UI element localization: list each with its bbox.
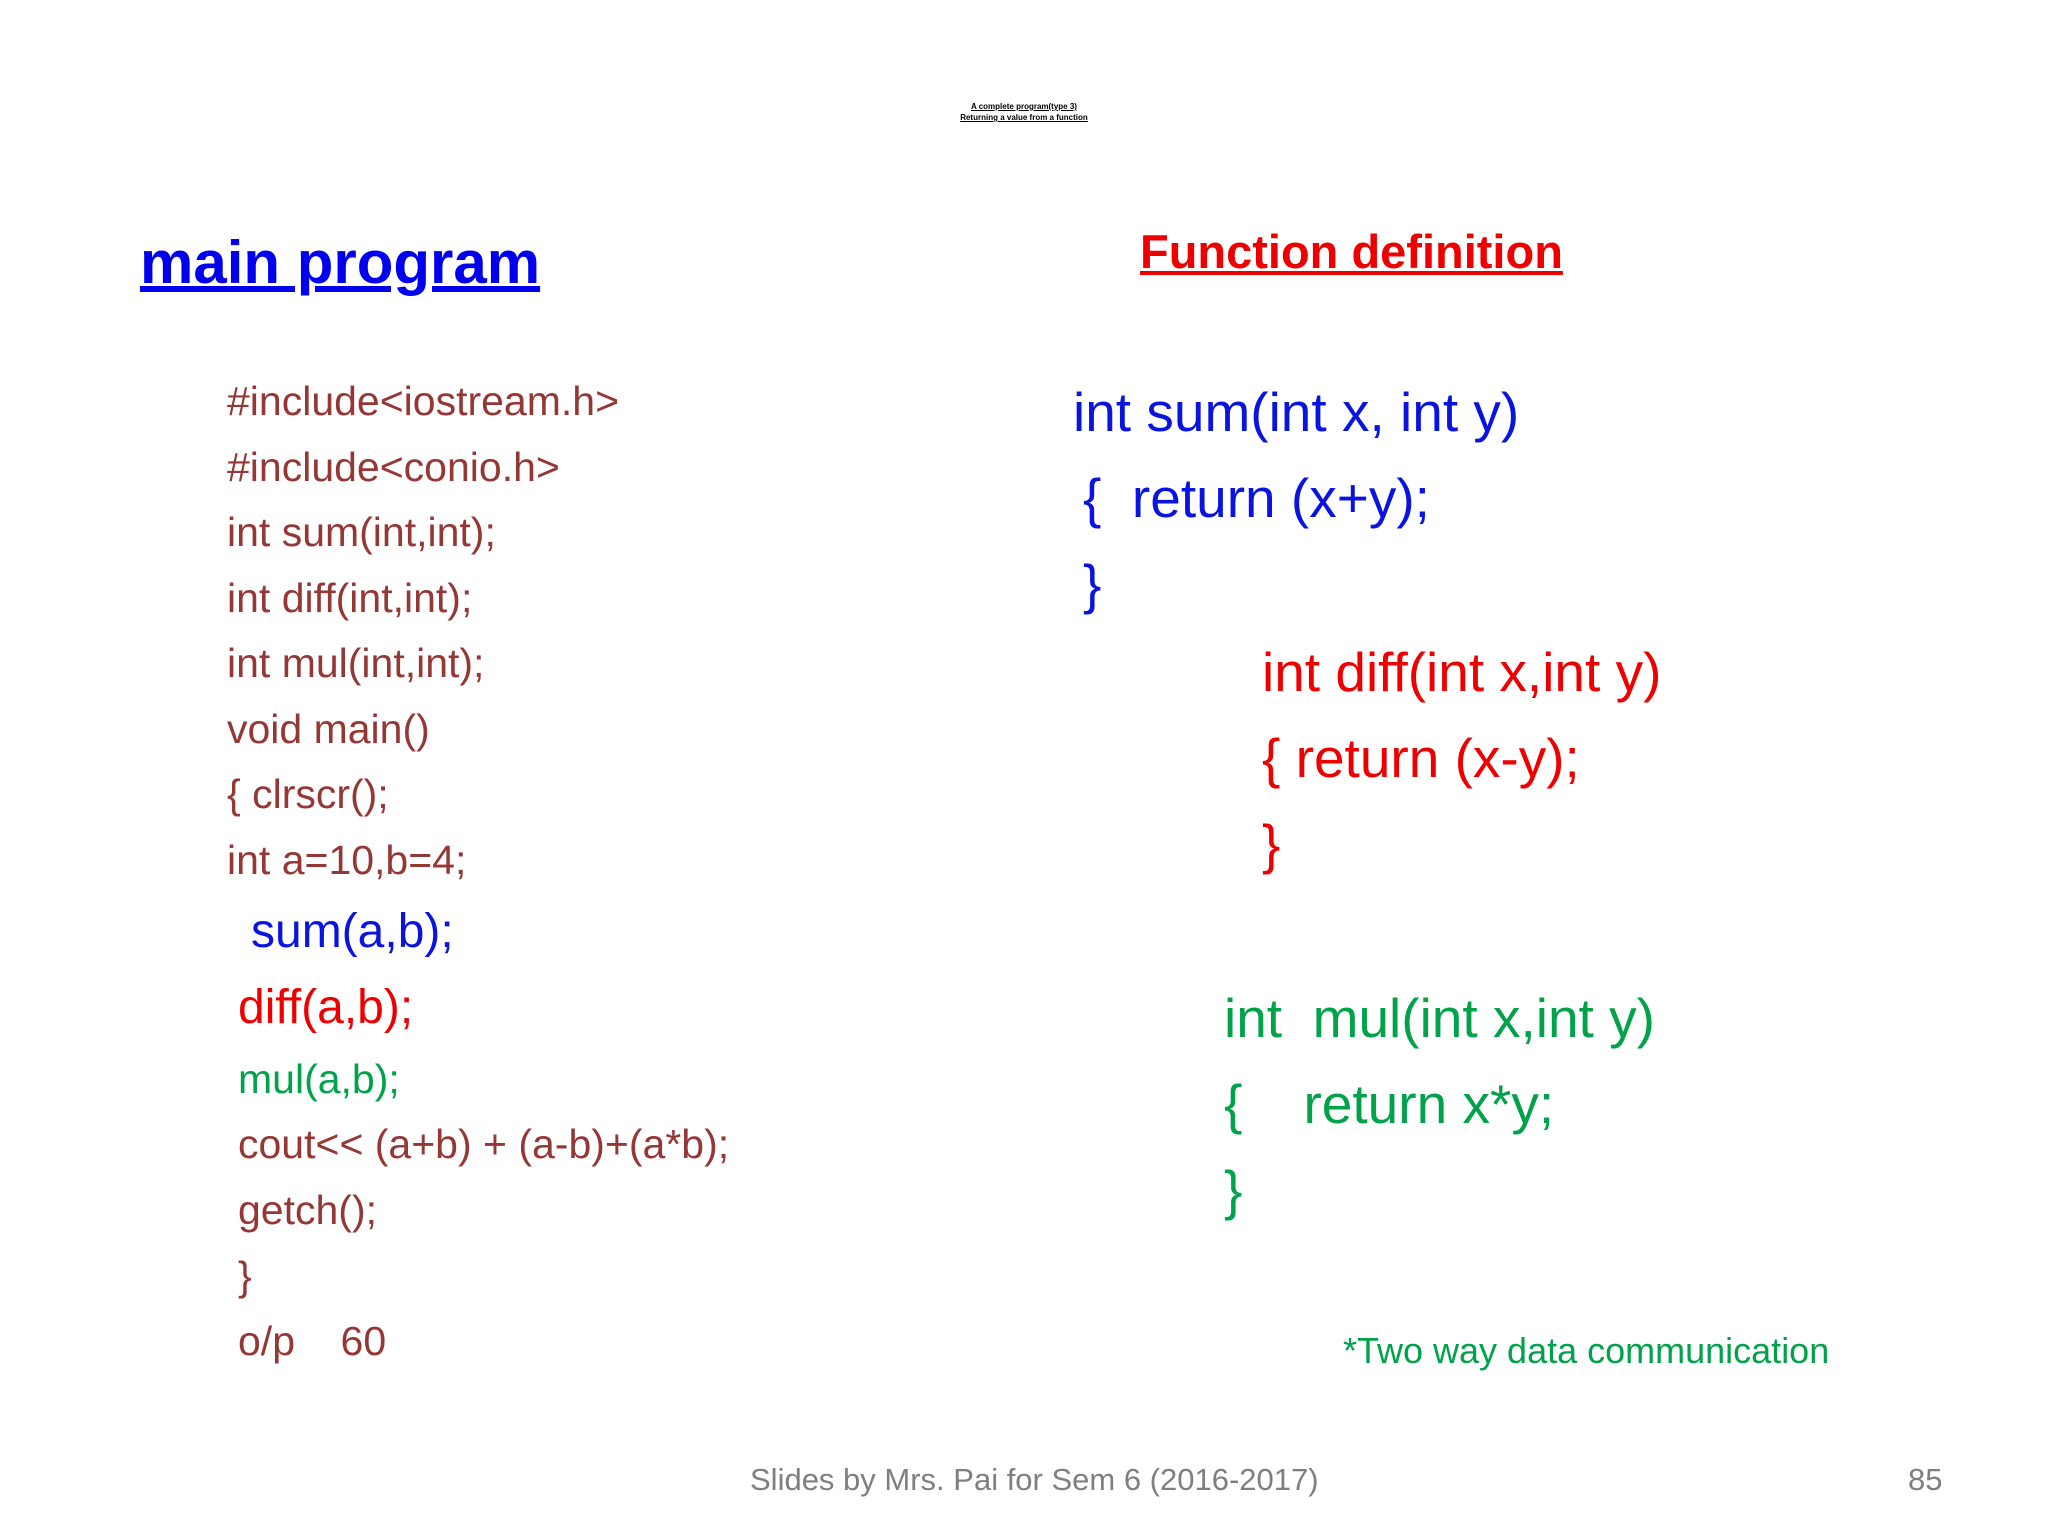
func-diff-body: { return (x-y);: [1262, 727, 1580, 789]
func-sum-signature: int sum(int x, int y): [1073, 381, 1520, 443]
main-program-heading: main program: [140, 229, 541, 296]
code-line-output: o/p 60: [238, 1318, 387, 1364]
func-diff-signature: int diff(int x,int y): [1262, 641, 1662, 703]
func-mul-signature: int mul(int x,int y): [1224, 987, 1655, 1049]
code-line-clrscr: { clrscr();: [227, 771, 389, 817]
func-sum-body: { return (x+y);: [1083, 467, 1430, 529]
func-mul-body: { return x*y;: [1224, 1073, 1555, 1135]
code-line-int-ab: int a=10,b=4;: [227, 837, 467, 883]
code-line-close-brace: }: [238, 1253, 252, 1299]
slide-footer: Slides by Mrs. Pai for Sem 6 (2016-2017): [750, 1462, 1319, 1497]
code-line-proto-mul: int mul(int,int);: [227, 640, 485, 686]
func-mul-close: }: [1224, 1159, 1243, 1221]
code-line-proto-diff: int diff(int,int);: [227, 575, 473, 621]
slide-page-number: 85: [1908, 1462, 1943, 1497]
code-line-cout: cout<< (a+b) + (a-b)+(a*b);: [238, 1121, 730, 1167]
func-diff-close: }: [1262, 813, 1281, 875]
code-line-call-sum: sum(a,b);: [251, 905, 454, 958]
code-line-proto-sum: int sum(int,int);: [227, 509, 496, 555]
code-line-void-main: void main(): [227, 706, 430, 752]
func-sum-close: }: [1083, 553, 1102, 615]
code-line-include-conio: #include<conio.h>: [227, 444, 560, 490]
function-definition-heading: Function definition: [1140, 225, 1563, 278]
slide-title-line2: Returning a value from a function: [960, 113, 1088, 122]
data-communication-note: *Two way data communication: [1343, 1330, 1830, 1371]
code-line-getch: getch();: [238, 1187, 377, 1233]
code-line-call-mul: mul(a,b);: [238, 1056, 400, 1102]
slide-title-line1: A complete program(type 3): [971, 102, 1077, 111]
code-line-include-iostream: #include<iostream.h>: [227, 378, 620, 424]
code-line-call-diff: diff(a,b);: [238, 981, 414, 1034]
